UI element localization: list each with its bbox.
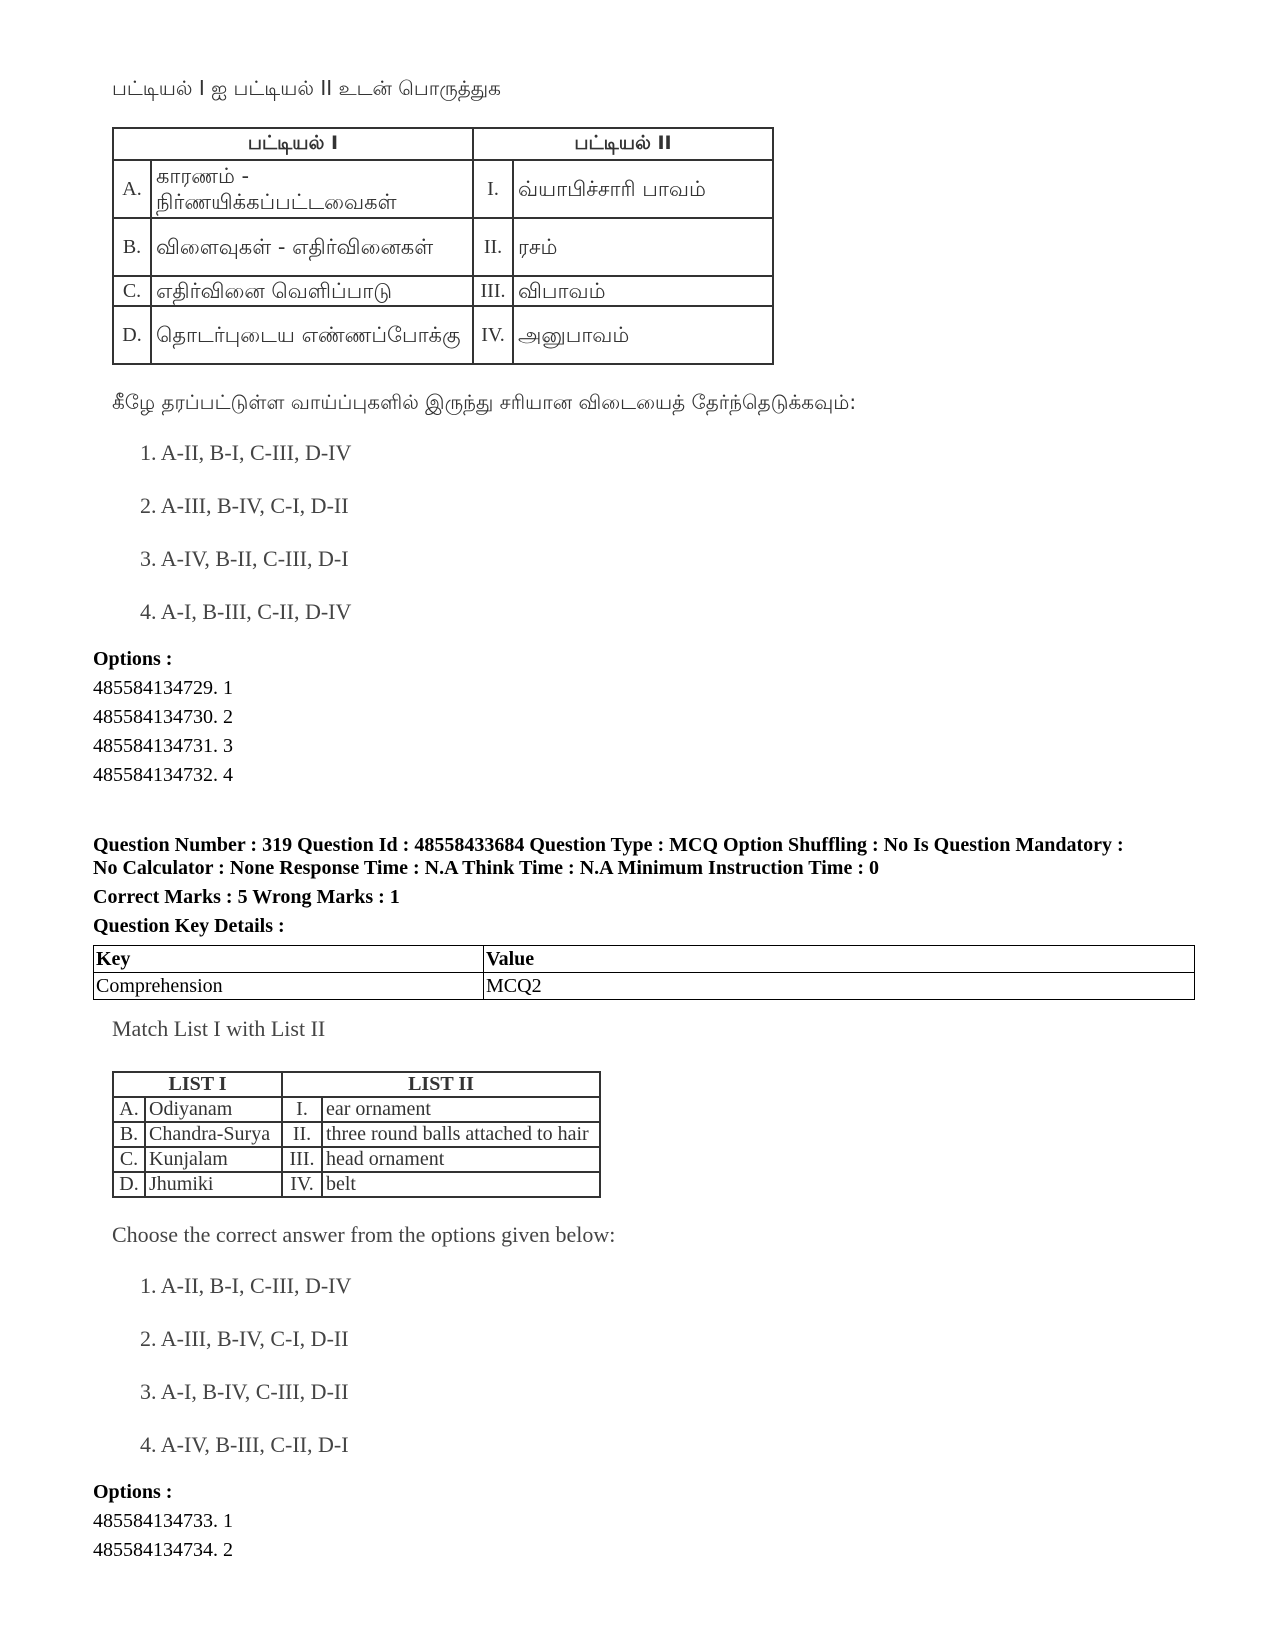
row-letter: D. xyxy=(113,1172,145,1197)
table-row xyxy=(113,218,773,276)
q2-meta-line1: Question Number : 319 Question Id : 48558433684 Question Type : MCQ Option Shuffling : No Is Question Mandatory : xyxy=(93,834,1124,856)
answer-choice: 4. A-IV, B-III, C-II, D-I xyxy=(140,1432,349,1457)
row-numeral: III. xyxy=(473,276,513,306)
q2-choose-instruction: Choose the correct answer from the options given below: xyxy=(112,1222,616,1247)
row-letter: B. xyxy=(113,1122,145,1147)
table-row xyxy=(113,306,773,364)
q2-match-table xyxy=(112,1071,601,1198)
q2-table-header xyxy=(113,1072,600,1097)
row-left-item: Jhumiki xyxy=(145,1172,282,1197)
row-right-item: அனுபாவம் xyxy=(513,306,773,364)
table-row xyxy=(113,160,773,218)
option-id: 485584134731. 3 xyxy=(93,735,233,757)
row-numeral: II. xyxy=(473,218,513,276)
table-row xyxy=(94,973,1195,1000)
row-letter: C. xyxy=(113,276,151,306)
row-left-item: விளைவுகள் - எதிர்வினைகள் xyxy=(151,218,473,276)
row-left-item: எதிர்வினை வெளிப்பாடு xyxy=(151,276,473,306)
row-letter: A. xyxy=(113,1097,145,1122)
row-right-item: belt xyxy=(322,1172,600,1197)
row-letter: C. xyxy=(113,1147,145,1172)
answer-choice: 1. A-II, B-I, C-III, D-IV xyxy=(140,440,352,465)
row-letter: D. xyxy=(113,306,151,364)
row-left-item: Chandra-Surya xyxy=(145,1122,282,1147)
answer-choice: 3. A-IV, B-II, C-III, D-I xyxy=(140,546,349,571)
q1-options-label: Options : xyxy=(93,648,173,670)
value-cell: MCQ2 xyxy=(484,973,1195,1000)
row-left-item: காரணம் - நிர்ணயிக்கப்பட்டவைகள் xyxy=(151,160,473,218)
row-letter: A. xyxy=(113,160,151,218)
row-letter: B. xyxy=(113,218,151,276)
table-row xyxy=(113,1122,600,1147)
q2-marks: Correct Marks : 5 Wrong Marks : 1 xyxy=(93,886,400,908)
row-numeral: IV. xyxy=(473,306,513,364)
q2-key-details-label: Question Key Details : xyxy=(93,915,285,937)
option-id: 485584134733. 1 xyxy=(93,1510,233,1532)
answer-choice: 4. A-I, B-III, C-II, D-IV xyxy=(140,599,352,624)
q2-key-table xyxy=(93,945,1195,1000)
row-numeral: I. xyxy=(473,160,513,218)
row-right-item: three round balls attached to hair xyxy=(322,1122,600,1147)
table-row xyxy=(113,1097,600,1122)
table-row xyxy=(113,276,773,306)
row-numeral: IV. xyxy=(282,1172,322,1197)
option-id: 485584134729. 1 xyxy=(93,677,233,699)
answer-choice: 2. A-III, B-IV, C-I, D-II xyxy=(140,1326,349,1351)
row-right-item: ear ornament xyxy=(322,1097,600,1122)
q1-choose-instruction: கீழே தரப்பட்டுள்ள வாய்ப்புகளில் இருந்து சரியான விடையைத் தேர்ந்தெடுக்கவும்: xyxy=(112,390,857,414)
value-header: Value xyxy=(484,946,1195,973)
answer-choice: 3. A-I, B-IV, C-III, D-II xyxy=(140,1379,349,1404)
q2-meta-line2: No Calculator : None Response Time : N.A Think Time : N.A Minimum Instruction Time : 0 xyxy=(93,857,879,879)
answer-choice: 2. A-III, B-IV, C-I, D-II xyxy=(140,493,349,518)
option-id: 485584134732. 4 xyxy=(93,764,233,786)
q2-options-label: Options : xyxy=(93,1481,173,1503)
option-id: 485584134734. 2 xyxy=(93,1539,233,1561)
q2-header-list2: LIST II xyxy=(282,1072,600,1097)
q1-header-list1: பட்டியல் I xyxy=(113,128,473,160)
table-row xyxy=(113,1147,600,1172)
row-right-item: வ்யாபிச்சாரி பாவம் xyxy=(513,160,773,218)
q1-header-list2: பட்டியல் II xyxy=(473,128,773,160)
row-right-item: head ornament xyxy=(322,1147,600,1172)
row-numeral: I. xyxy=(282,1097,322,1122)
table-row xyxy=(113,1172,600,1197)
key-header: Key xyxy=(94,946,484,973)
row-left-item: Kunjalam xyxy=(145,1147,282,1172)
q2-header-list1: LIST I xyxy=(113,1072,282,1097)
option-id: 485584134730. 2 xyxy=(93,706,233,728)
row-numeral: II. xyxy=(282,1122,322,1147)
q2-instruction: Match List I with List II xyxy=(112,1016,326,1041)
key-cell: Comprehension xyxy=(94,973,484,1000)
q1-match-table xyxy=(112,127,774,365)
q1-table-header xyxy=(113,128,773,160)
q1-instruction: பட்டியல் I ஐ பட்டியல் II உடன் பொருத்துக xyxy=(112,76,501,100)
key-table-header xyxy=(94,946,1195,973)
row-right-item: ரசம் xyxy=(513,218,773,276)
row-right-item: விபாவம் xyxy=(513,276,773,306)
row-left-item: Odiyanam xyxy=(145,1097,282,1122)
row-numeral: III. xyxy=(282,1147,322,1172)
answer-choice: 1. A-II, B-I, C-III, D-IV xyxy=(140,1273,352,1298)
row-left-item: தொடர்புடைய எண்ணப்போக்கு xyxy=(151,306,473,364)
